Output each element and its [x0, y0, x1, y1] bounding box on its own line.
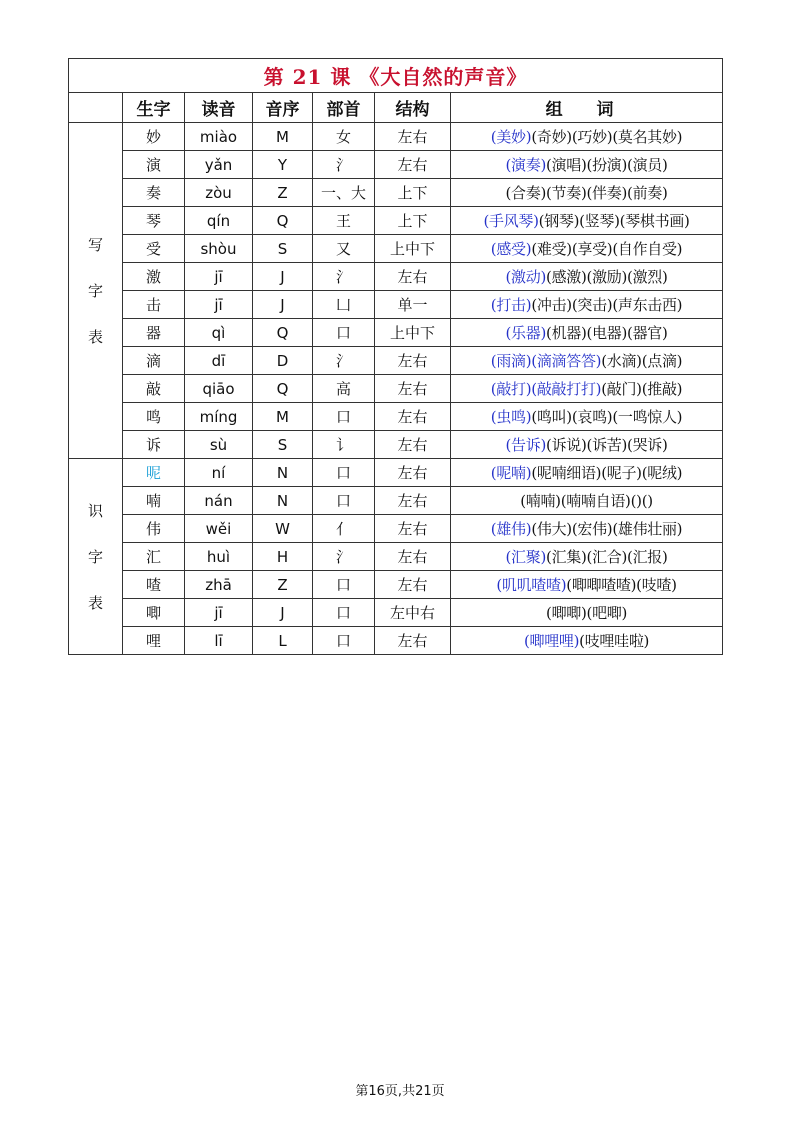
- header-char: 生字: [123, 93, 185, 123]
- words-cell: [451, 347, 723, 375]
- pinyin-cell: dī: [185, 347, 253, 375]
- char-cell: 敲: [123, 375, 185, 403]
- char-cell: 哩: [123, 627, 185, 655]
- highlight-words: (乐器): [505, 324, 547, 342]
- char-cell: 伟: [123, 515, 185, 543]
- words-cell: [451, 151, 723, 179]
- order-cell: N: [253, 459, 313, 487]
- pinyin-cell: huì: [185, 543, 253, 571]
- section-label-char: 表: [87, 593, 103, 612]
- table-row: [69, 599, 723, 627]
- table-row: [69, 291, 723, 319]
- other-words: (奇妙)(巧妙)(莫名其妙): [531, 128, 683, 146]
- words-cell: [451, 627, 723, 655]
- radical-cell: 口: [313, 403, 375, 431]
- char-cell: 诉: [123, 431, 185, 459]
- highlight-words: (打击): [490, 296, 532, 314]
- order-cell: Q: [253, 375, 313, 403]
- highlight-words: (手风琴): [483, 212, 539, 230]
- pinyin-cell: wěi: [185, 515, 253, 543]
- order-cell: Q: [253, 207, 313, 235]
- other-words: (唧唧喳喳)(吱喳): [566, 576, 677, 594]
- pinyin-cell: ní: [185, 459, 253, 487]
- table-row: [69, 347, 723, 375]
- header-order: 音序: [253, 93, 313, 123]
- pinyin-cell: jī: [185, 291, 253, 319]
- header-row: [69, 93, 723, 123]
- other-words: (难受)(享受)(自作自受): [531, 240, 683, 258]
- structure-cell: 左右: [375, 627, 451, 655]
- other-words: (喃喃)(喃喃自语)()(): [520, 492, 653, 510]
- words-cell: [451, 431, 723, 459]
- pinyin-cell: zhā: [185, 571, 253, 599]
- table-row: [69, 487, 723, 515]
- char-cell: 唧: [123, 599, 185, 627]
- pinyin-cell: jī: [185, 599, 253, 627]
- other-words: (机器)(电器)(器官): [546, 324, 668, 342]
- words-cell: [451, 599, 723, 627]
- order-cell: Y: [253, 151, 313, 179]
- char-cell: 演: [123, 151, 185, 179]
- table-row: [69, 543, 723, 571]
- words-cell: [451, 571, 723, 599]
- title-row: [69, 59, 723, 93]
- order-cell: N: [253, 487, 313, 515]
- highlight-words: (告诉): [505, 436, 547, 454]
- structure-cell: 左右: [375, 571, 451, 599]
- char-cell: 琴: [123, 207, 185, 235]
- other-words: (诉说)(诉苦)(哭诉): [546, 436, 668, 454]
- table-row: [69, 263, 723, 291]
- pinyin-cell: qì: [185, 319, 253, 347]
- order-cell: Q: [253, 319, 313, 347]
- order-cell: S: [253, 431, 313, 459]
- pinyin-cell: qiāo: [185, 375, 253, 403]
- radical-cell: 氵: [313, 151, 375, 179]
- header-structure: 结构: [375, 93, 451, 123]
- table-row: [69, 235, 723, 263]
- radical-cell: 亻: [313, 515, 375, 543]
- table-row: [69, 459, 723, 487]
- char-cell: 奏: [123, 179, 185, 207]
- structure-cell: 左右: [375, 543, 451, 571]
- order-cell: M: [253, 123, 313, 151]
- pinyin-cell: miào: [185, 123, 253, 151]
- structure-cell: 左右: [375, 263, 451, 291]
- radical-cell: 口: [313, 319, 375, 347]
- structure-cell: 左右: [375, 347, 451, 375]
- radical-cell: 口: [313, 627, 375, 655]
- structure-cell: 左右: [375, 487, 451, 515]
- char-cell: 汇: [123, 543, 185, 571]
- order-cell: M: [253, 403, 313, 431]
- radical-cell: 高: [313, 375, 375, 403]
- structure-cell: 上下: [375, 179, 451, 207]
- words-cell: [451, 263, 723, 291]
- char-cell: 激: [123, 263, 185, 291]
- char-cell: 喃: [123, 487, 185, 515]
- other-words: (伟大)(宏伟)(雄伟壮丽): [531, 520, 683, 538]
- order-cell: J: [253, 263, 313, 291]
- char-cell: 呢: [123, 459, 185, 487]
- table-row: [69, 319, 723, 347]
- words-cell: [451, 403, 723, 431]
- highlight-words: (感受): [490, 240, 532, 258]
- highlight-words: (敲打)(敲敲打打): [490, 380, 602, 398]
- pinyin-cell: yǎn: [185, 151, 253, 179]
- table-row: [69, 151, 723, 179]
- other-words: (冲击)(突击)(声东击西): [531, 296, 683, 314]
- pinyin-cell: míng: [185, 403, 253, 431]
- other-words: (感激)(激励)(激烈): [546, 268, 668, 286]
- words-cell: [451, 179, 723, 207]
- other-words: (呢喃细语)(呢子)(呢绒): [531, 464, 683, 482]
- radical-cell: 氵: [313, 347, 375, 375]
- structure-cell: 左右: [375, 123, 451, 151]
- table-row: [69, 207, 723, 235]
- other-words: (吱哩哇啦): [579, 632, 650, 650]
- order-cell: J: [253, 599, 313, 627]
- order-cell: L: [253, 627, 313, 655]
- words-cell: [451, 487, 723, 515]
- highlight-words: (激动): [505, 268, 547, 286]
- radical-cell: 口: [313, 459, 375, 487]
- structure-cell: 单一: [375, 291, 451, 319]
- words-cell: [451, 319, 723, 347]
- vocab-table: [68, 58, 723, 655]
- other-words: (演唱)(扮演)(演员): [546, 156, 668, 174]
- char-cell: 滴: [123, 347, 185, 375]
- table-row: [69, 179, 723, 207]
- structure-cell: 左右: [375, 375, 451, 403]
- other-words: (钢琴)(竖琴)(琴棋书画): [538, 212, 690, 230]
- pinyin-cell: lī: [185, 627, 253, 655]
- section-label-char: 字: [87, 547, 103, 566]
- structure-cell: 左中右: [375, 599, 451, 627]
- table-row: [69, 123, 723, 151]
- highlight-words: (雄伟): [490, 520, 532, 538]
- words-cell: [451, 515, 723, 543]
- highlight-words: (演奏): [505, 156, 547, 174]
- order-cell: J: [253, 291, 313, 319]
- char-cell: 喳: [123, 571, 185, 599]
- radical-cell: 氵: [313, 543, 375, 571]
- other-words: (敲门)(推敲): [601, 380, 683, 398]
- table-row: [69, 375, 723, 403]
- order-cell: H: [253, 543, 313, 571]
- char-cell: 妙: [123, 123, 185, 151]
- page-footer: 第16页,共21页: [355, 1084, 445, 1099]
- order-cell: D: [253, 347, 313, 375]
- section-label-char: 识: [87, 501, 103, 520]
- radical-cell: 口: [313, 599, 375, 627]
- header-radical: 部首: [313, 93, 375, 123]
- highlight-words: (呢喃): [490, 464, 532, 482]
- other-words: (水滴)(点滴): [601, 352, 683, 370]
- structure-cell: 左右: [375, 459, 451, 487]
- header-words: 组 词: [451, 93, 723, 123]
- words-cell: [451, 207, 723, 235]
- char-cell: 器: [123, 319, 185, 347]
- pinyin-cell: jī: [185, 263, 253, 291]
- char-cell: 受: [123, 235, 185, 263]
- section-label-writing: [69, 123, 123, 459]
- section-label-char: 表: [87, 327, 103, 346]
- pinyin-cell: shòu: [185, 235, 253, 263]
- highlight-words: (唧哩哩): [523, 632, 580, 650]
- pinyin-cell: qín: [185, 207, 253, 235]
- structure-cell: 左右: [375, 431, 451, 459]
- lesson-title: 第 21 课 《大自然的声音》: [69, 59, 723, 93]
- table-row: [69, 627, 723, 655]
- highlight-words: (虫鸣): [490, 408, 532, 426]
- highlight-words: (雨滴)(滴滴答答): [490, 352, 602, 370]
- other-words: (汇集)(汇合)(汇报): [546, 548, 668, 566]
- words-cell: [451, 543, 723, 571]
- pinyin-cell: sù: [185, 431, 253, 459]
- words-cell: [451, 235, 723, 263]
- radical-cell: 讠: [313, 431, 375, 459]
- table-row: [69, 571, 723, 599]
- radical-cell: 女: [313, 123, 375, 151]
- structure-cell: 上下: [375, 207, 451, 235]
- header-blank: [69, 93, 123, 123]
- structure-cell: 左右: [375, 515, 451, 543]
- radical-cell: 王: [313, 207, 375, 235]
- pinyin-cell: zòu: [185, 179, 253, 207]
- structure-cell: 上中下: [375, 235, 451, 263]
- highlight-words: (美妙): [490, 128, 532, 146]
- order-cell: W: [253, 515, 313, 543]
- table-row: [69, 431, 723, 459]
- structure-cell: 左右: [375, 403, 451, 431]
- radical-cell: 一、大: [313, 179, 375, 207]
- header-pinyin: 读音: [185, 93, 253, 123]
- other-words: (唧唧)(吧唧): [546, 604, 628, 622]
- other-words: (合奏)(节奏)(伴奏)(前奏): [505, 184, 668, 202]
- words-cell: [451, 291, 723, 319]
- other-words: (鸣叫)(哀鸣)(一鸣惊人): [531, 408, 683, 426]
- order-cell: Z: [253, 571, 313, 599]
- words-cell: [451, 459, 723, 487]
- radical-cell: 口: [313, 571, 375, 599]
- structure-cell: 上中下: [375, 319, 451, 347]
- char-cell: 鸣: [123, 403, 185, 431]
- structure-cell: 左右: [375, 151, 451, 179]
- words-cell: [451, 123, 723, 151]
- section-label-char: 写: [87, 235, 103, 254]
- section-label-recognition: [69, 459, 123, 655]
- radical-cell: 口: [313, 487, 375, 515]
- radical-cell: 凵: [313, 291, 375, 319]
- highlight-words: (叽叽喳喳): [496, 576, 567, 594]
- highlight-words: (汇聚): [505, 548, 547, 566]
- order-cell: Z: [253, 179, 313, 207]
- order-cell: S: [253, 235, 313, 263]
- section-label-char: 字: [87, 281, 103, 300]
- table-row: [69, 403, 723, 431]
- radical-cell: 氵: [313, 263, 375, 291]
- table-row: [69, 515, 723, 543]
- words-cell: [451, 375, 723, 403]
- char-cell: 击: [123, 291, 185, 319]
- pinyin-cell: nán: [185, 487, 253, 515]
- radical-cell: 又: [313, 235, 375, 263]
